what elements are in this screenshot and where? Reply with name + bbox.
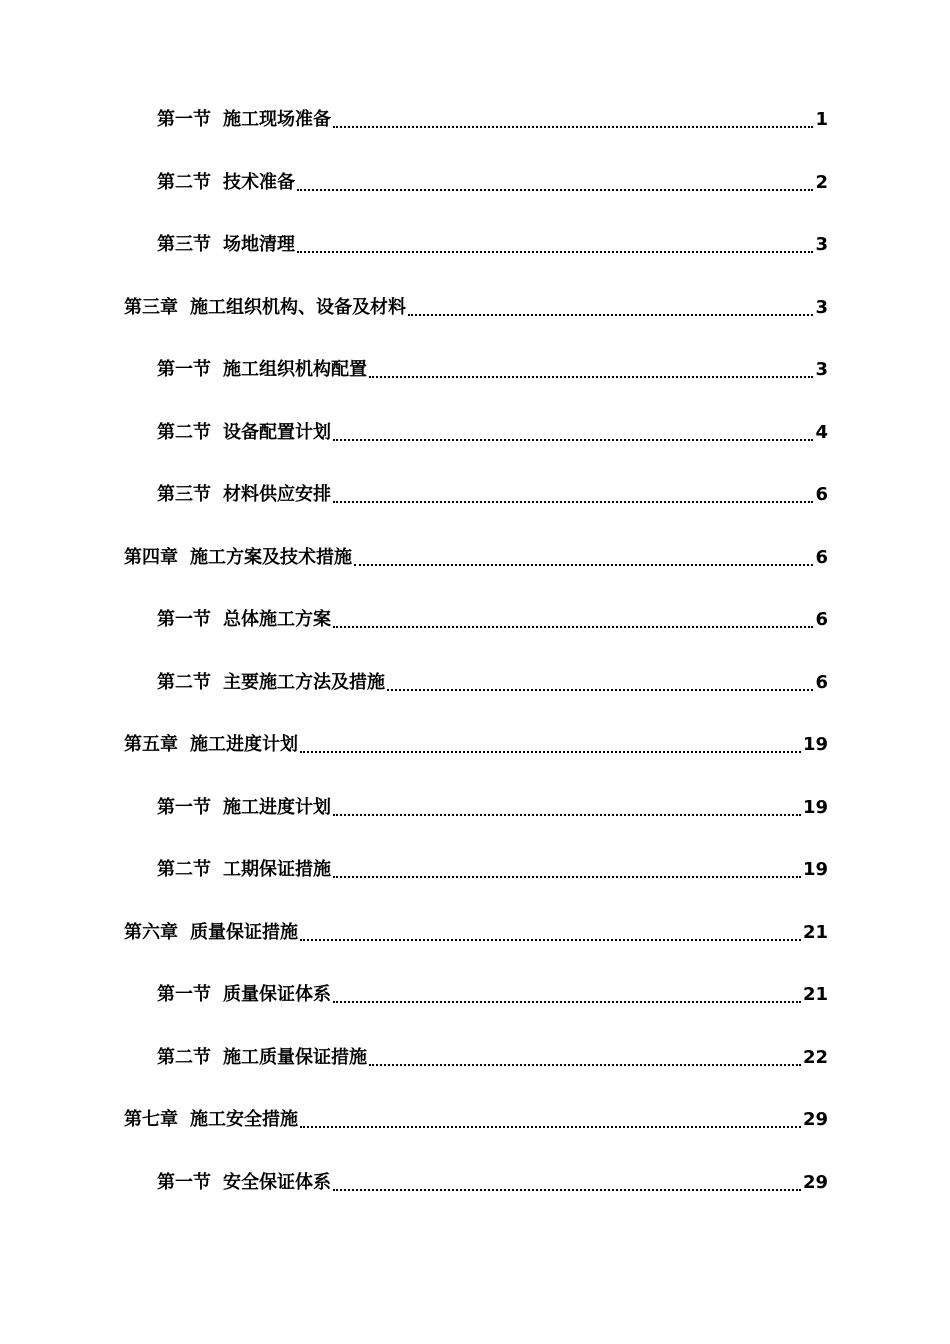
toc-entry-page: 3 xyxy=(815,359,828,380)
toc-entry-title: 施工方案及技术措施 xyxy=(190,546,352,568)
toc-entry[interactable] xyxy=(0,855,950,918)
toc-entry[interactable] xyxy=(0,480,950,543)
toc-entry-page: 29 xyxy=(802,1109,828,1130)
toc-entry-title: 施工进度计划 xyxy=(223,796,331,818)
toc-entry[interactable] xyxy=(0,730,950,793)
toc-dot-leader xyxy=(297,230,813,260)
toc-entry-page: 6 xyxy=(815,546,828,568)
toc-dot-leader xyxy=(333,980,801,1010)
toc-entry-number: 第二节 xyxy=(157,859,211,880)
toc-entry-page: 21 xyxy=(802,921,828,943)
toc-dot-leader xyxy=(333,1168,801,1198)
toc-entry-number: 第三节 xyxy=(157,234,211,255)
toc-entry[interactable] xyxy=(0,668,950,731)
toc-entry-title: 施工进度计划 xyxy=(190,734,298,755)
toc-entry-number: 第二节 xyxy=(157,421,211,443)
toc-entry[interactable] xyxy=(0,105,950,168)
toc-entry[interactable] xyxy=(0,543,950,606)
toc-entry[interactable] xyxy=(0,1168,950,1231)
toc-entry-number: 第二节 xyxy=(157,171,211,193)
toc-dot-leader xyxy=(333,855,801,885)
toc-entry[interactable] xyxy=(0,605,950,668)
toc-entry-page: 3 xyxy=(815,296,828,318)
toc-entry-title: 质量保证措施 xyxy=(190,921,298,943)
toc-entry-page: 19 xyxy=(802,859,828,880)
toc-dot-leader xyxy=(333,418,813,448)
toc-dot-leader xyxy=(369,355,813,385)
toc-entry-number: 第一节 xyxy=(157,109,211,130)
toc-entry-page: 6 xyxy=(815,609,828,630)
toc-entry-page: 6 xyxy=(815,484,828,505)
toc-entry-page: 19 xyxy=(802,796,828,818)
toc-entry-title: 质量保证体系 xyxy=(223,984,331,1005)
toc-dot-leader xyxy=(333,105,813,135)
toc-entry-title: 施工质量保证措施 xyxy=(223,1046,367,1068)
toc-entry[interactable] xyxy=(0,1105,950,1168)
toc-entry-title: 主要施工方法及措施 xyxy=(223,671,385,693)
toc-entry-page: 3 xyxy=(815,234,828,255)
toc-entry[interactable] xyxy=(0,230,950,293)
toc-entry-page: 4 xyxy=(815,421,828,443)
toc-entry[interactable] xyxy=(0,980,950,1043)
toc-entry-number: 第一节 xyxy=(157,796,211,818)
toc-entry-number: 第一节 xyxy=(157,359,211,380)
toc-entry-page: 2 xyxy=(815,171,828,193)
toc-entry-number: 第一节 xyxy=(157,984,211,1005)
toc-entry-number: 第五章 xyxy=(124,734,178,755)
table-of-contents xyxy=(0,105,950,1230)
toc-entry[interactable] xyxy=(0,293,950,356)
toc-entry[interactable] xyxy=(0,918,950,981)
toc-entry-page: 1 xyxy=(815,109,828,130)
toc-entry-page: 29 xyxy=(802,1171,828,1193)
toc-dot-leader xyxy=(300,918,801,948)
toc-entry[interactable] xyxy=(0,168,950,231)
toc-entry-title: 工期保证措施 xyxy=(223,859,331,880)
toc-dot-leader xyxy=(333,605,813,635)
toc-entry-page: 19 xyxy=(802,734,828,755)
toc-dot-leader xyxy=(408,293,813,323)
toc-entry[interactable] xyxy=(0,418,950,481)
toc-entry-title: 施工现场准备 xyxy=(223,109,331,130)
toc-entry-title: 总体施工方案 xyxy=(223,609,331,630)
toc-entry-page: 21 xyxy=(802,984,828,1005)
toc-dot-leader xyxy=(387,668,813,698)
toc-entry[interactable] xyxy=(0,1043,950,1106)
toc-entry-number: 第七章 xyxy=(124,1109,178,1130)
toc-entry-number: 第二节 xyxy=(157,671,211,693)
toc-entry-number: 第六章 xyxy=(124,921,178,943)
toc-entry-page: 6 xyxy=(815,671,828,693)
toc-entry-title: 安全保证体系 xyxy=(223,1171,331,1193)
toc-entry-title: 设备配置计划 xyxy=(223,421,331,443)
toc-entry-title: 技术准备 xyxy=(223,171,295,193)
toc-dot-leader xyxy=(354,543,813,573)
toc-dot-leader xyxy=(300,1105,801,1135)
toc-entry-title: 施工安全措施 xyxy=(190,1109,298,1130)
toc-dot-leader xyxy=(333,480,813,510)
toc-entry-page: 22 xyxy=(802,1046,828,1068)
toc-entry-number: 第一节 xyxy=(157,1171,211,1193)
toc-entry[interactable] xyxy=(0,793,950,856)
toc-entry-number: 第二节 xyxy=(157,1046,211,1068)
toc-entry-title: 场地清理 xyxy=(223,234,295,255)
toc-dot-leader xyxy=(297,168,813,198)
toc-entry-number: 第三章 xyxy=(124,296,178,318)
toc-dot-leader xyxy=(333,793,801,823)
toc-entry-title: 施工组织机构、设备及材料 xyxy=(190,296,406,318)
toc-entry[interactable] xyxy=(0,355,950,418)
toc-dot-leader xyxy=(300,730,801,760)
toc-dot-leader xyxy=(369,1043,801,1073)
toc-entry-number: 第三节 xyxy=(157,484,211,505)
toc-entry-title: 材料供应安排 xyxy=(223,484,331,505)
toc-entry-title: 施工组织机构配置 xyxy=(223,359,367,380)
toc-entry-number: 第一节 xyxy=(157,609,211,630)
toc-entry-number: 第四章 xyxy=(124,546,178,568)
